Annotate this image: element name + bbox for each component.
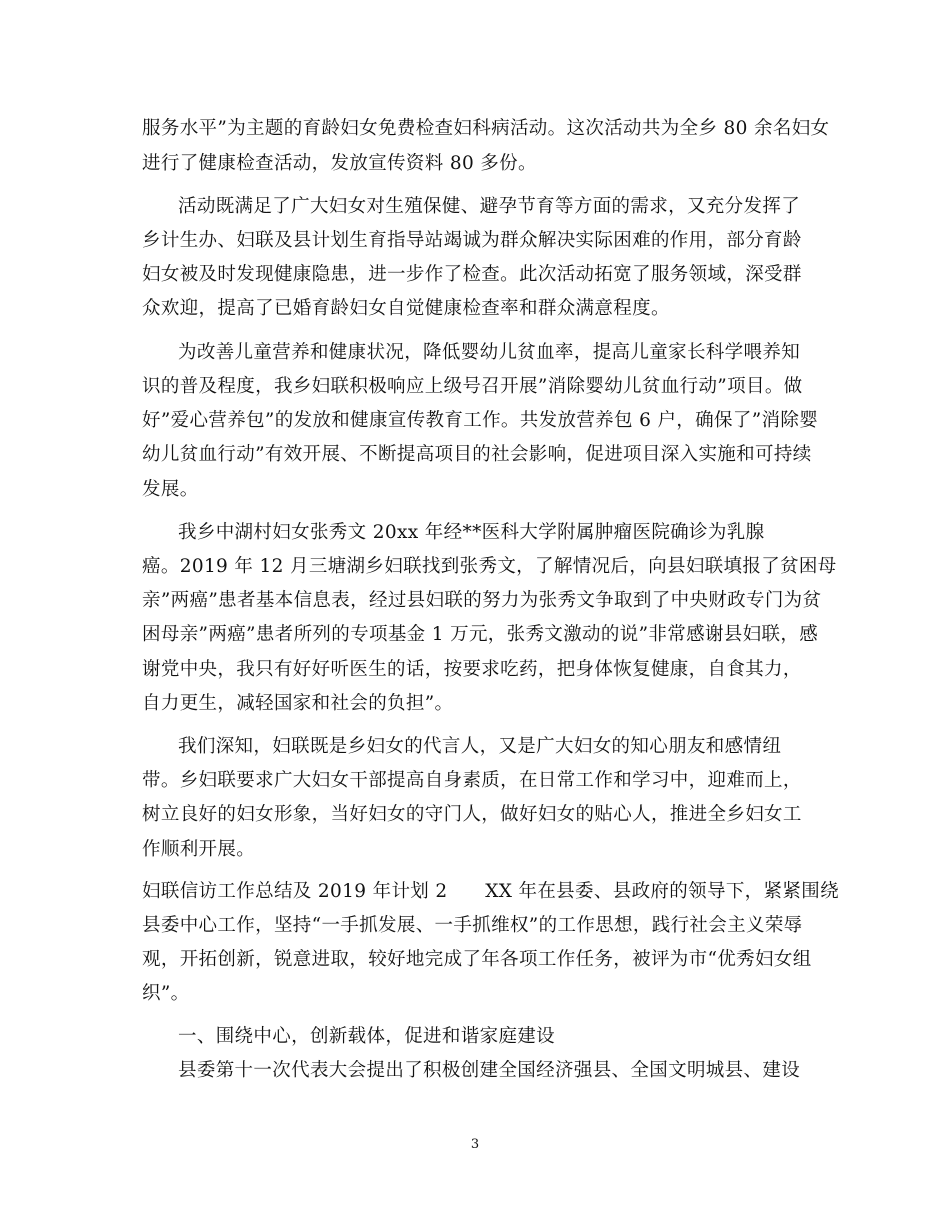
text-line: 织”。 xyxy=(142,983,190,1004)
text-line: 活动既满足了广大妇女对生殖保健、避孕节育等方面的需求，又充分发挥了 xyxy=(178,196,801,217)
text-line: 我们深知，妇联既是乡妇女的代言人，又是广大妇女的知心朋友和感情纽 xyxy=(178,736,782,757)
text-line: 众欢迎，提高了已婚育龄妇女自觉健康检查率和群众满意程度。 xyxy=(142,298,670,319)
text-line: 我乡中湖村妇女张秀文 20xx 年经**医科大学附属肿瘤医院确诊为乳腺 xyxy=(178,522,765,543)
text-line: 为改善儿童营养和健康状况，降低婴幼儿贫血率，提高儿童家长科学喂养知 xyxy=(178,342,801,363)
text-line: 县委第十一次代表大会提出了积极创建全国经济强县、全国文明城县、建设 xyxy=(178,1060,801,1081)
text-line: 带。乡妇联要求广大妇女干部提高自身素质，在日常工作和学习中，迎难而上， xyxy=(142,770,802,791)
text-line: 癌。2019 年 12 月三塘湖乡妇联找到张秀文，了解情况后，向县妇联填报了贫困母 xyxy=(142,556,837,577)
text-line: 识的普及程度，我乡妇联积极响应上级号召开展”消除婴幼儿贫血行动”项目。做 xyxy=(142,376,803,397)
section-heading-line: 妇联信访工作总结及 2019 年计划 2 XX 年在县委、县政府的领导下，紧紧围绕 xyxy=(142,881,839,902)
text-line: 发展。 xyxy=(142,479,199,500)
text-line: 自力更生，减轻国家和社会的负担”。 xyxy=(142,693,454,714)
text-line: 谢党中央，我只有好好听医生的话，按要求吃药，把身体恢复健康，自食其力， xyxy=(142,659,802,680)
subheading-line: 一、围绕中心，创新载体，促进和谐家庭建设 xyxy=(178,1026,556,1047)
text-line: 服务水平”为主题的育龄妇女免费检查妇科病活动。这次活动共为全乡 80 余名妇女 xyxy=(142,118,830,139)
text-line: 作顺利开展。 xyxy=(142,839,256,860)
text-line: 妇女被及时发现健康隐患，进一步作了检查。此次活动拓宽了服务领域，深受群 xyxy=(142,264,802,285)
page-number: 3 xyxy=(470,1137,480,1152)
text-line: 困母亲”两癌”患者所列的专项基金 1 万元，张秀文激动的说”非常感谢县妇联，感 xyxy=(142,624,819,645)
text-line: 县委中心工作，坚持“一手抓发展、一手抓维权”的工作思想，践行社会主义荣辱 xyxy=(142,915,803,936)
text-line: 观，开拓创新，锐意进取，较好地完成了年各项工作任务，被评为市“优秀妇女组 xyxy=(142,949,812,970)
text-line: 亲”两癌”患者基本信息表，经过县妇联的努力为张秀文争取到了中央财政专门为贫 xyxy=(142,590,822,611)
text-line: 树立良好的妇女形象，当好妇女的守门人，做好妇女的贴心人，推进全乡妇女工 xyxy=(142,804,802,825)
text-line: 乡计生办、妇联及县计划生育指导站竭诚为群众解决实际困难的作用，部分育龄 xyxy=(142,230,802,251)
text-line: 好”爱心营养包”的发放和健康宣传教育工作。共发放营养包 6 户，确保了”消除婴 xyxy=(142,410,819,431)
text-line: 进行了健康检查活动，发放宣传资料 80 多份。 xyxy=(142,153,537,174)
text-line: 幼儿贫血行动”有效开展、不断提高项目的社会影响，促进项目深入实施和可持续 xyxy=(142,444,812,465)
